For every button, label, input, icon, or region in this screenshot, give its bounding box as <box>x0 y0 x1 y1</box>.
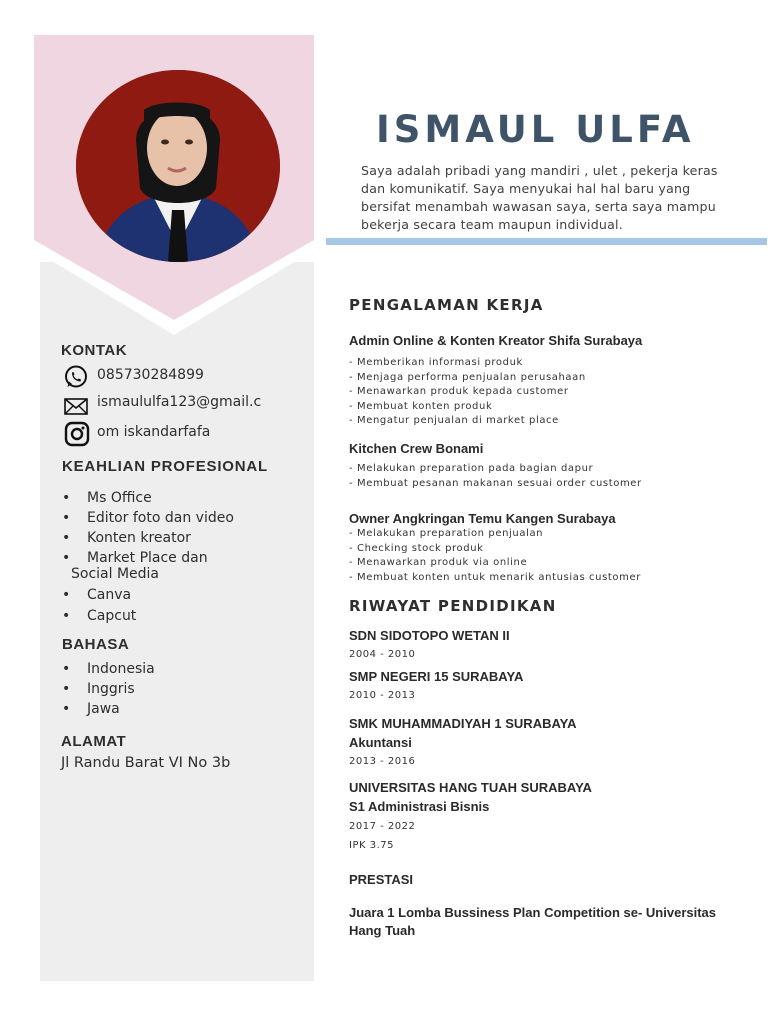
instagram-icon <box>64 421 90 447</box>
job-title: Owner Angkringan Temu Kangen Surabaya <box>349 511 616 526</box>
school-major: S1 Administrasi Bisnis <box>349 799 490 814</box>
skill-item: • Canva <box>62 587 132 603</box>
job-duty: - Membuat konten untuk menarik antusias customer <box>349 571 641 583</box>
contact-phone[interactable]: 085730284899 <box>97 367 204 383</box>
job-duty: - Melakukan preparation penjualan <box>349 528 544 539</box>
education-heading: RIWAYAT PENDIDIKAN <box>349 597 557 615</box>
languages-heading: BAHASA <box>62 636 130 653</box>
school-years: 2017 - 2022 <box>349 821 416 832</box>
school-years: 2013 - 2016 <box>349 756 416 767</box>
address-heading: ALAMAT <box>61 733 127 750</box>
contact-heading: KONTAK <box>61 342 128 359</box>
school-name: UNIVERSITAS HANG TUAH SURABAYA <box>349 780 592 795</box>
skill-item: • Capcut <box>62 608 137 624</box>
job-duty: - Membuat konten produk <box>349 400 493 412</box>
job-duty: - Mengatur penjualan di market place <box>349 415 559 426</box>
skill-item: • Market Place dan <box>62 550 208 566</box>
languages-list <box>62 659 155 719</box>
skills-list <box>62 488 234 568</box>
summary-text: Saya adalah pribadi yang mandiri , ulet , pekerja keras dan komunikatif. Saya menyukai hal hal baru yang bersifat menambah wawasan saya, serta saya mampu bekerja secara team maupun individual. <box>361 163 718 232</box>
experience-heading: PENGALAMAN KERJA <box>349 296 544 314</box>
school-name: SMK MUHAMMADIYAH 1 SURABAYA <box>349 716 577 731</box>
blue-divider-bar <box>326 238 767 245</box>
whatsapp-icon <box>63 364 89 390</box>
contact-email[interactable]: ismaululfa123@gmail.c <box>97 394 262 410</box>
profile-photo <box>76 70 280 262</box>
address-value: Jl Randu Barat VI No 3b <box>61 755 231 771</box>
language-item: • Jawa <box>62 701 120 717</box>
school-major: Akuntansi <box>349 735 412 750</box>
job-duties <box>349 462 642 491</box>
job-title: Admin Online & Konten Kreator Shifa Surabaya <box>349 333 643 348</box>
job-duty: - Menawarkan produk via online <box>349 557 528 568</box>
language-item: • Inggris <box>62 681 135 697</box>
job-duties <box>349 527 641 585</box>
school-name: SDN SIDOTOPO WETAN II <box>349 628 510 643</box>
contact-instagram[interactable]: om iskandarfafa <box>97 424 211 440</box>
job-title: Kitchen Crew Bonami <box>349 441 484 456</box>
job-duty: - Menawarkan produk kepada customer <box>349 386 569 397</box>
job-duty: - Checking stock produk <box>349 542 484 554</box>
job-duty: - Membuat pesanan makanan sesuai order customer <box>349 477 642 489</box>
language-item: • Indonesia <box>62 661 155 677</box>
skill-item: • Konten kreator <box>62 530 191 546</box>
school-years: 2004 - 2010 <box>349 649 416 660</box>
achievement-line: Juara 1 Lomba Bussiness Plan Competition se- Universitas <box>349 905 717 920</box>
school-years: 2010 - 2013 <box>349 690 416 701</box>
achievement-line: Hang Tuah <box>349 923 416 938</box>
skills-heading: KEAHLIAN PROFESIONAL <box>62 458 269 475</box>
job-duties <box>349 356 586 429</box>
school-gpa: IPK 3.75 <box>349 840 394 851</box>
achievement-heading: PRESTASI <box>349 872 414 887</box>
job-duty: - Melakukan preparation pada bagian dapur <box>349 463 594 474</box>
job-duty: - Menjaga performa penjualan perusahaan <box>349 371 586 383</box>
school-name: SMP NEGERI 15 SURABAYA <box>349 669 524 684</box>
person-name: ISMAUL ULFA <box>376 108 695 151</box>
mail-icon <box>63 394 89 420</box>
skills-list-continued <box>62 585 136 626</box>
skill-item: • Editor foto dan video <box>62 510 234 526</box>
skill-item-continuation: Social Media <box>71 566 160 582</box>
skill-item: • Ms Office <box>62 490 152 506</box>
job-duty: - Memberikan informasi produk <box>349 357 523 368</box>
